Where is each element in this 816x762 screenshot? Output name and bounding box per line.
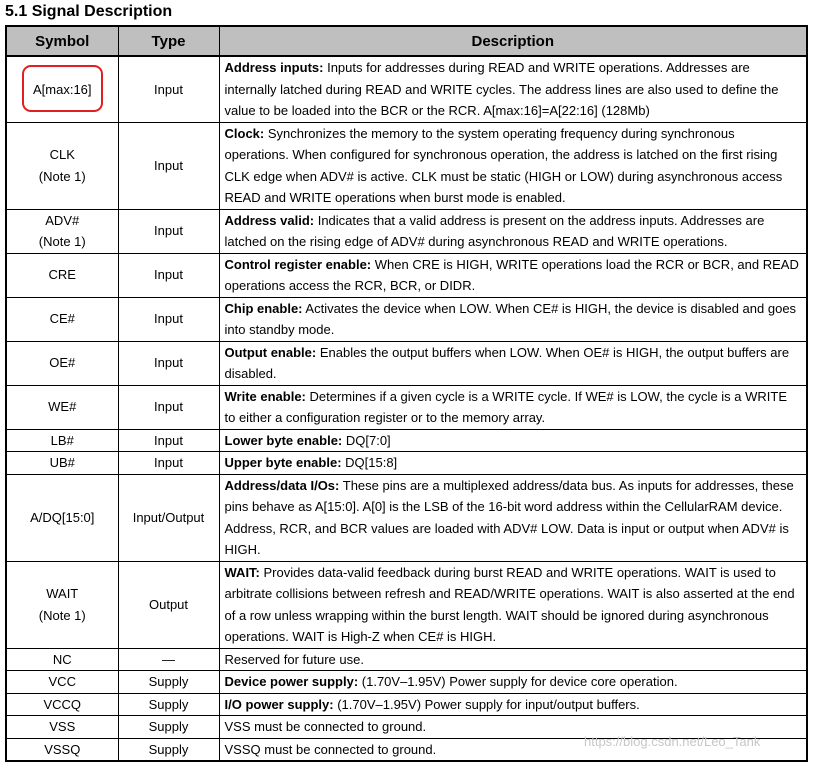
description-text: Inputs for addresses during READ and WRITE operations. Addresses are internally latched during READ and WRITE cycles. The address lines are also used to define the value to be loaded into the BCR or the RCR. A[max:16]=A[22:16] (128Mb)	[224, 60, 783, 118]
symbol-note: (Note 1)	[38, 234, 86, 249]
description-text: (1.70V–1.95V) Power supply for input/output buffers.	[333, 696, 640, 712]
description-cell	[219, 341, 806, 385]
type-cell: Input	[118, 209, 219, 253]
table-row	[7, 474, 806, 561]
symbol-name: CLK	[49, 147, 75, 162]
signal-description-table	[5, 25, 808, 762]
header-row	[7, 27, 806, 56]
description-cell	[219, 385, 806, 429]
symbol-wrap	[53, 649, 72, 671]
type-cell: Input	[118, 429, 219, 452]
table-row	[7, 429, 806, 452]
table-row	[7, 385, 806, 429]
signal-table	[7, 27, 806, 760]
section-title: 5.1 Signal Description	[5, 3, 173, 20]
type-cell: Output	[118, 561, 219, 648]
symbol-wrap	[45, 210, 79, 232]
symbol-name: VCC	[48, 674, 76, 689]
symbol-wrap	[49, 671, 76, 693]
description-label: Write enable:	[224, 388, 306, 404]
symbol-name: WAIT	[46, 586, 79, 601]
type-cell: Input	[118, 253, 219, 297]
table-row	[7, 253, 806, 297]
description-label: Address valid:	[224, 212, 315, 228]
description-cell	[219, 452, 806, 475]
description-text: These pins are a multiplexed address/data bus. As inputs for addresses, these pins behave as A[15:0]. A[0] is the LSB of the 16-bit word address within the CellularRAM device. Address, RCR, and BCR values are loaded with ADV# LOW. Data is input or output when ADV# is HIGH.	[224, 477, 798, 557]
symbol-name: A[max:16]	[32, 81, 92, 97]
description-label: Device power supply:	[224, 674, 359, 689]
description-cell	[219, 297, 806, 341]
type-cell: Input	[118, 341, 219, 385]
description-text: Reserved for future use.	[224, 651, 364, 667]
description-text: DQ[15:8]	[341, 455, 398, 470]
symbol-name: CRE	[48, 267, 76, 283]
symbol-cell	[7, 738, 118, 760]
symbol-cell	[7, 561, 118, 648]
description-label: I/O power supply:	[224, 696, 334, 712]
description-text: When CRE is HIGH, WRITE operations load the RCR or BCR, and READ operations access the RCR, BCR, or DIDR.	[224, 256, 803, 293]
symbol-name: LB#	[50, 432, 74, 448]
symbol-cell	[7, 474, 118, 561]
table-row	[7, 648, 806, 671]
header-symbol: Symbol	[7, 27, 118, 56]
symbol-cell	[7, 56, 118, 122]
symbol-cell	[7, 648, 118, 671]
symbol-name: ADV#	[45, 212, 80, 228]
symbol-cell	[7, 341, 118, 385]
description-label: Upper byte enable:	[224, 455, 342, 470]
type-cell: Input	[118, 122, 219, 209]
type-cell: Input	[118, 452, 219, 475]
description-text: (1.70V–1.95V) Power supply for device core operation.	[358, 674, 678, 689]
type-cell: Input	[118, 385, 219, 429]
description-label: Lower byte enable:	[224, 432, 343, 448]
symbol-name: WE#	[48, 399, 77, 415]
type-cell: Input	[118, 56, 219, 122]
symbol-cell	[7, 122, 118, 209]
description-text: Provides data-valid feedback during burst READ and WRITE operations. WAIT is used to arbitrate collisions between refresh and READ/WRITE operations. WAIT is also asserted at the end of a row unless wrapping within the burst length. WAIT should be ignored during asynchronous operations. WAIT is High-Z when CE# is HIGH.	[224, 564, 799, 644]
description-text: VSSQ must be connected to ground.	[224, 741, 437, 757]
symbol-name: VSS	[49, 719, 76, 734]
symbol-name: UB#	[49, 455, 75, 470]
description-cell	[219, 209, 806, 253]
description-text: Indicates that a valid address is present on the address inputs. Addresses are latched on the rising edge of ADV# during asynchronous READ and WRITE operations.	[224, 212, 768, 249]
description-text: DQ[7:0]	[342, 432, 391, 448]
symbol-name: VSSQ	[44, 741, 81, 757]
symbol-wrap	[50, 144, 75, 166]
symbol-wrap	[33, 79, 92, 101]
description-cell	[219, 561, 806, 648]
symbol-wrap	[50, 308, 75, 330]
type-cell: —	[118, 648, 219, 671]
description-cell	[219, 429, 806, 452]
description-cell	[219, 648, 806, 671]
type-cell: Supply	[118, 716, 219, 739]
symbol-name: OE#	[49, 355, 76, 371]
symbol-name: CE#	[49, 311, 75, 327]
header-description: Description	[219, 27, 806, 56]
symbol-wrap	[51, 430, 74, 452]
symbol-wrap	[30, 507, 94, 529]
table-row	[7, 209, 806, 253]
symbol-wrap	[46, 583, 78, 605]
description-cell	[219, 122, 806, 209]
symbol-cell	[7, 209, 118, 253]
symbol-name: NC	[52, 651, 72, 667]
description-label: Control register enable:	[224, 256, 372, 272]
symbol-cell	[7, 429, 118, 452]
description-text: Activates the device when LOW. When CE# is HIGH, the device is disabled and goes into standby mode.	[224, 300, 800, 337]
symbol-cell	[7, 253, 118, 297]
watermark: https://blog.csdn.net/Leo_Tank	[584, 734, 761, 749]
symbol-wrap	[44, 739, 80, 761]
symbol-cell	[7, 671, 118, 694]
symbol-cell	[7, 693, 118, 716]
type-cell: Input/Output	[118, 474, 219, 561]
symbol-wrap	[48, 396, 76, 418]
symbol-wrap	[43, 694, 81, 716]
table-row	[7, 56, 806, 122]
type-cell: Supply	[118, 738, 219, 760]
symbol-wrap	[50, 452, 75, 474]
type-cell: Input	[118, 297, 219, 341]
symbol-wrap	[49, 352, 75, 374]
description-label: Address/data I/Os:	[224, 477, 340, 493]
table-row	[7, 561, 806, 648]
description-label: Output enable:	[224, 344, 317, 360]
symbol-cell	[7, 716, 118, 739]
description-cell	[219, 253, 806, 297]
symbol-cell	[7, 385, 118, 429]
header-type: Type	[118, 27, 219, 56]
description-text: Determines if a given cycle is a WRITE cycle. If WE# is LOW, the cycle is a WRITE to either a configuration register or to the memory array.	[224, 388, 791, 425]
table-row	[7, 693, 806, 716]
symbol-name: A/DQ[15:0]	[30, 509, 95, 525]
symbol-cell	[7, 297, 118, 341]
description-label: Address inputs:	[224, 60, 324, 75]
table-row	[7, 297, 806, 341]
table-body	[7, 56, 806, 760]
description-cell	[219, 671, 806, 694]
description-text: Synchronizes the memory to the system operating frequency during synchronous operations. When configured for synchronous operation, the address is latched on the first rising CLK edge when ADV# is active. CLK must be static (HIGH or LOW) during asynchronous access READ and WRITE operations when burst mode is enabled.	[224, 125, 786, 205]
table-row	[7, 122, 806, 209]
symbol-wrap	[49, 264, 76, 286]
description-label: Chip enable:	[224, 300, 303, 316]
type-cell: Supply	[118, 693, 219, 716]
symbol-name: VCCQ	[43, 696, 82, 712]
symbol-note: (Note 1)	[38, 168, 86, 184]
description-text: Enables the output buffers when LOW. When OE# is HIGH, the output buffers are disabled.	[224, 344, 793, 381]
description-label: WAIT:	[224, 564, 260, 580]
description-cell	[219, 56, 806, 122]
description-cell	[219, 474, 806, 561]
type-cell: Supply	[118, 671, 219, 694]
table-row	[7, 452, 806, 475]
description-text: VSS must be connected to ground.	[224, 719, 427, 734]
symbol-wrap	[49, 716, 75, 738]
symbol-note: (Note 1)	[38, 607, 86, 623]
description-cell	[219, 693, 806, 716]
highlight-circle	[22, 65, 103, 112]
description-label: Clock:	[224, 125, 265, 141]
table-row	[7, 671, 806, 694]
table-row	[7, 341, 806, 385]
symbol-cell	[7, 452, 118, 475]
